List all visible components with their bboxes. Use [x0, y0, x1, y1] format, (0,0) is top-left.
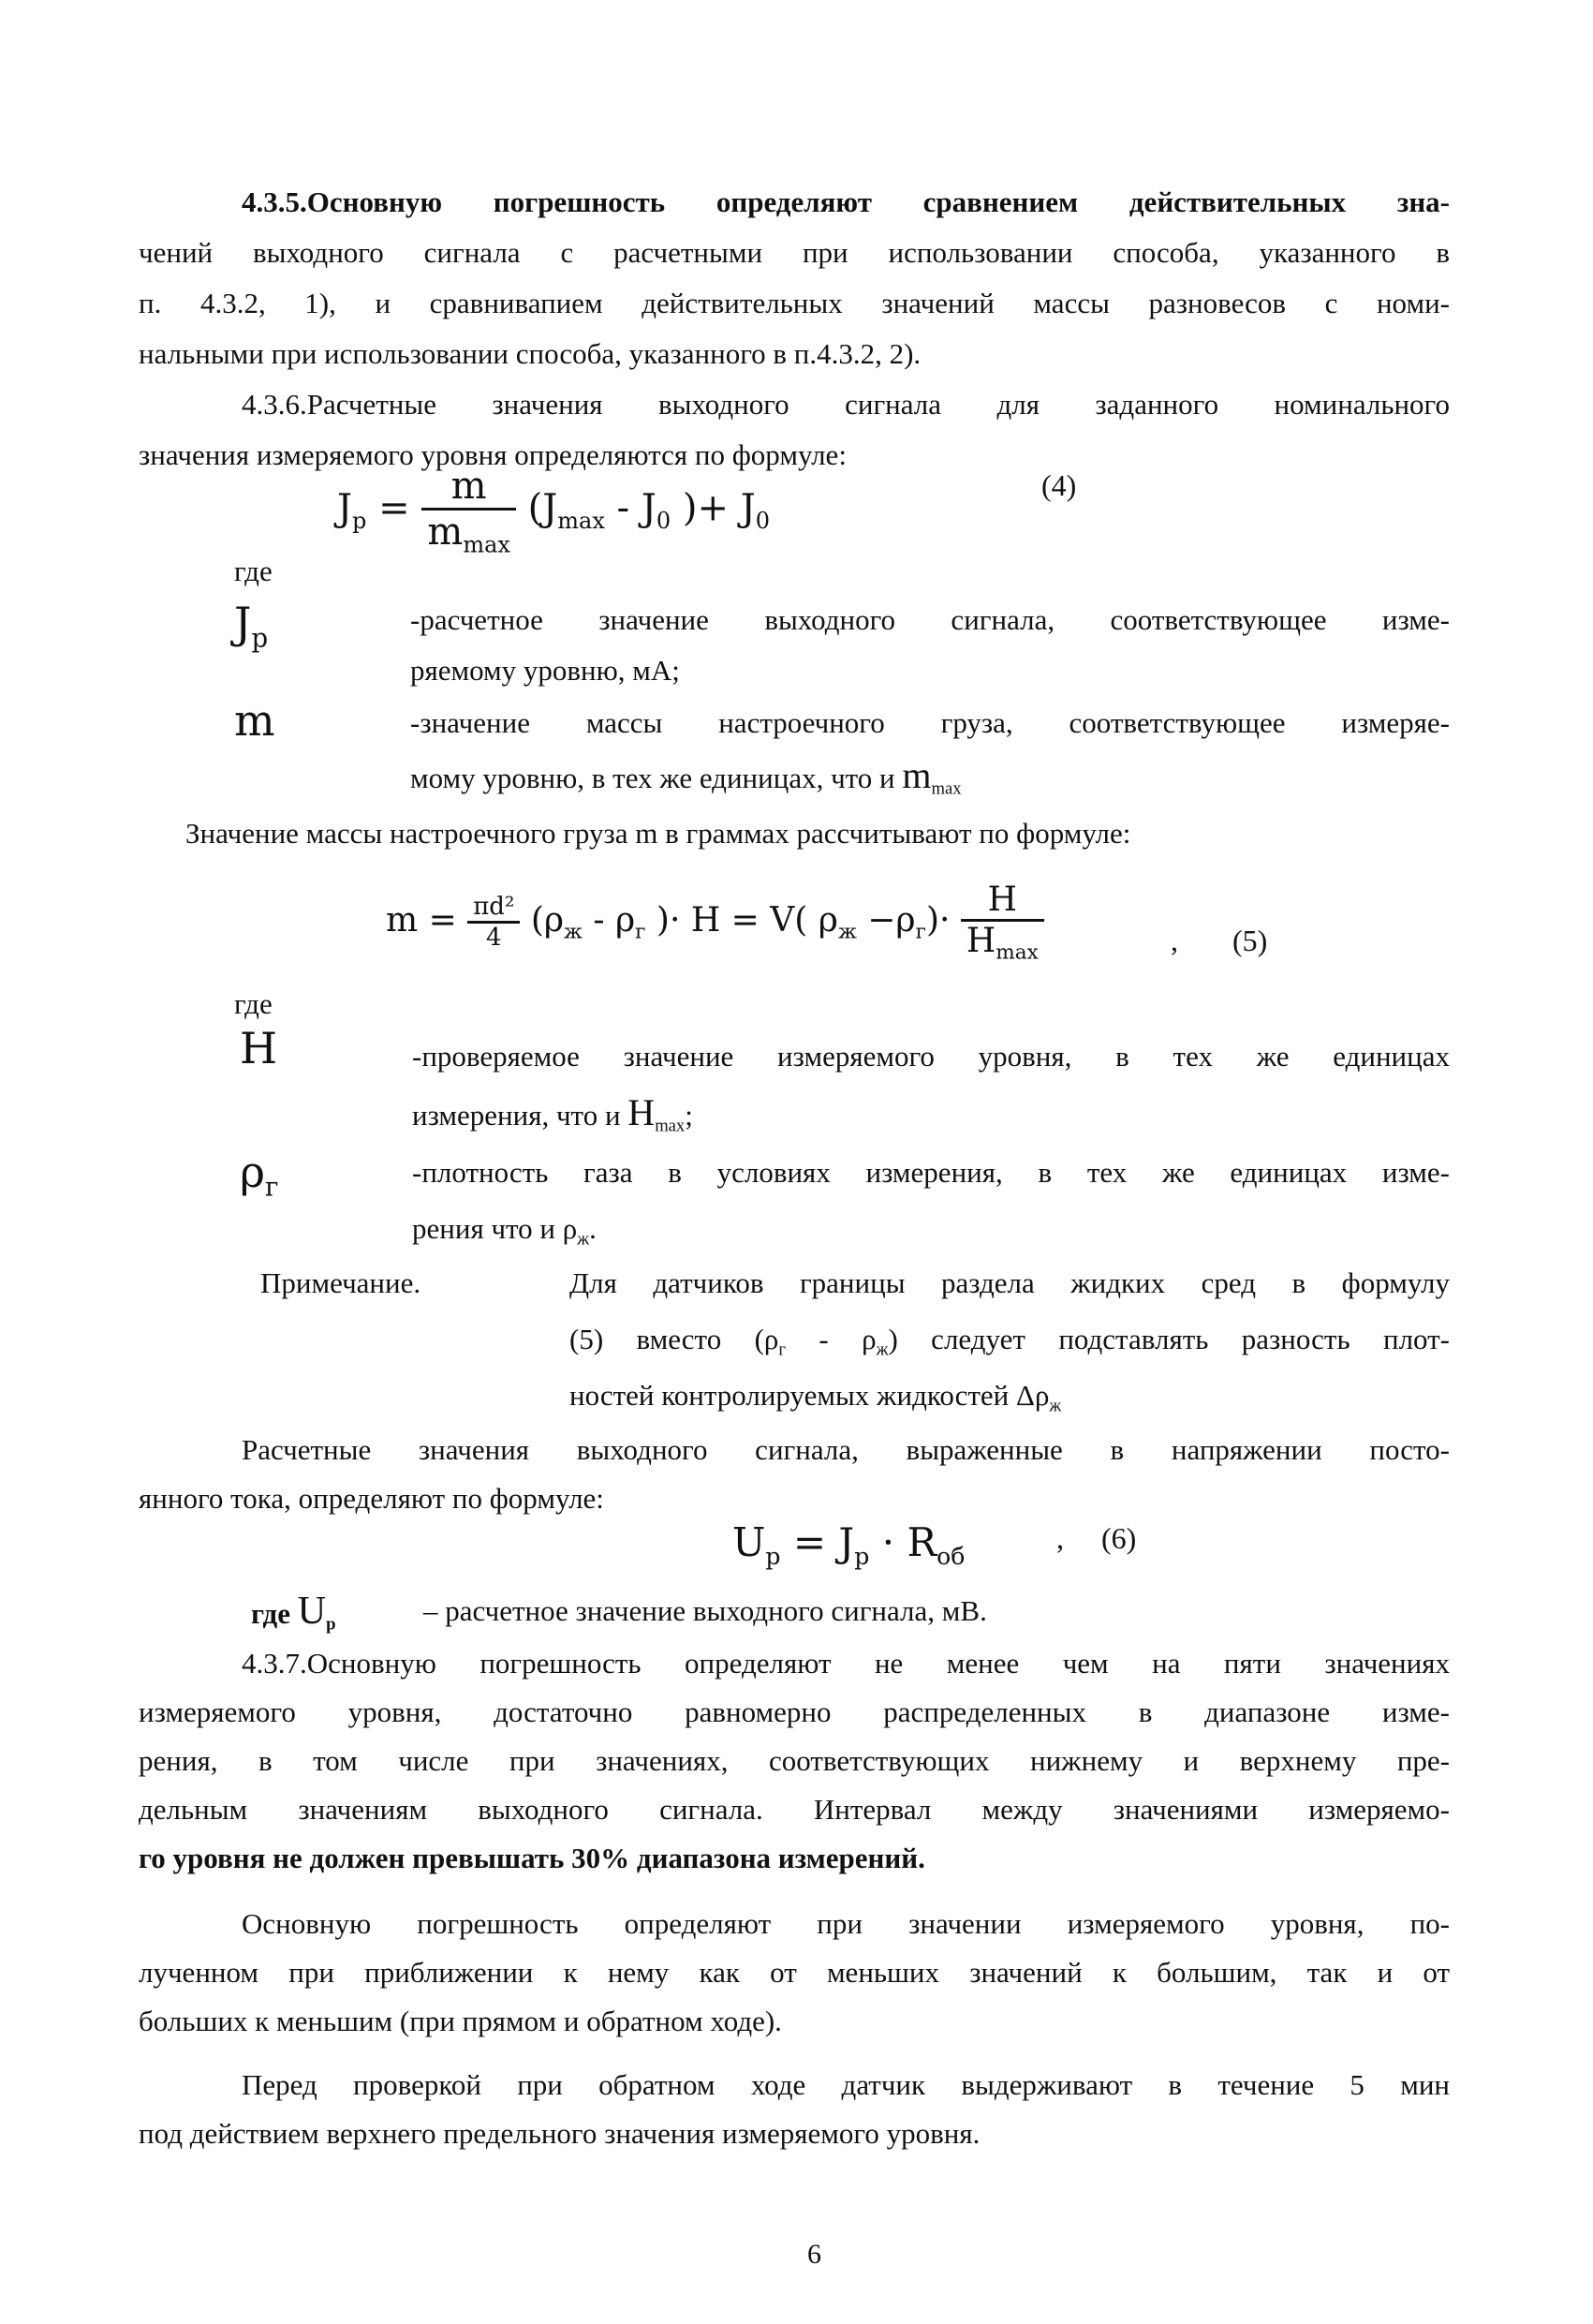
para-435-line-1: 4.3.5.Основную погрешность определяют сравнением действительных зна-: [242, 185, 1450, 218]
formula-5-comma: ,: [1171, 924, 1178, 957]
para-437-line-4: дельным значениям выходного сигнала. Интервал между значениями измеряемо-: [139, 1793, 1450, 1826]
def-m-line-2: мому уровню, в тех же единицах, что и $m_{max}$: [410, 754, 962, 799]
para-435-line-3: п. 4.3.2, 1), и сравнивапием действительных значений массы разновесов с номи-: [139, 287, 1450, 319]
para-main-line-1: Основную погрешность определяют при значении измеряемого уровня, по-: [242, 1907, 1450, 1940]
para-voltage-line-2: янного тока, определяют по формуле:: [139, 1482, 604, 1515]
para-before-line-2: под действием верхнего предельного значения измеряемого уровня.: [139, 2117, 981, 2150]
formula-4: $J_p$ = $\frac{m}{m_{max}}$ ($J_{max} - J_0$ )+ $J_0$: [337, 465, 771, 558]
para-main-line-3: больших к меньшим (при прямом и обратном ходе).: [139, 2005, 782, 2037]
para-before-line-1: Перед проверкой при обратном ходе датчик выдерживают в течение 5 мин: [242, 2068, 1450, 2101]
def-jp-line-1: -расчетное значение выходного сигнала, соответствующее изме-: [410, 603, 1450, 636]
page-number: 6: [807, 2239, 821, 2270]
note-label: Примечание.: [260, 1266, 421, 1299]
symbol-h: H: [240, 1023, 278, 1073]
para-437-line-3: рения, в том числе при значениях, соответствующих нижнему и верхнему пре-: [139, 1744, 1450, 1777]
note-line-2: (5) вместо $(\rho_г - \rho_ж)$ следует подставлять разность плот-: [569, 1323, 1451, 1360]
def-h-line-1: -проверяемое значение измеряемого уровня, в тех же единицах: [412, 1040, 1450, 1073]
where-label-2: где: [234, 987, 273, 1020]
def-rho-line-2: рения что и $\rho_ж$.: [412, 1212, 597, 1250]
para-437-line-1: 4.3.7.Основную погрешность определяют не менее чем на пяти значениях: [242, 1647, 1450, 1680]
formula-6-number: (6): [1101, 1521, 1137, 1555]
symbol-rho-g: $\rho_г$: [240, 1147, 279, 1203]
para-436-line-2: значения измеряемого уровня определяются по формуле:: [139, 438, 847, 471]
def-rho-line-1: -плотность газа в условиях измерения, в тех же единицах изме-: [412, 1156, 1450, 1189]
symbol-jp: $J_p$: [234, 598, 269, 654]
def-m-line-1: -значение массы настроечного груза, соответствующее измеряе-: [410, 706, 1450, 739]
formula-6-comma: ,: [1056, 1521, 1064, 1555]
formula-5: m = $\frac{\text{πd²}}{4}$ ($\rho_ж - \rho_г$ )· H = V( $\rho_ж -\rho_г)\cdot$ $\frac{H}{H_{max}}$: [386, 881, 1044, 965]
para-435-line-2: чений выходного сигнала с расчетными при использовании способа, указанного в: [139, 236, 1450, 269]
para-436-line-1: 4.3.6.Расчетные значения выходного сигнала для заданного номинального: [242, 388, 1450, 421]
def-jp-line-2: ряемому уровню, мА;: [410, 654, 680, 687]
formula-4-number: (4): [1041, 468, 1077, 502]
symbol-m: m: [234, 695, 275, 746]
def-up-text: – расчетное значение выходного сигнала, мВ.: [423, 1594, 987, 1627]
para-435-line-4: нальными при использовании способа, указанного в п.4.3.2, 2).: [139, 337, 922, 370]
mass-formula-intro: Значение массы настроечного груза m в граммах рассчитывают по формуле:: [185, 817, 1131, 850]
para-main-line-2: лученном при приближении к нему как от меньших значений к большим, так и от: [139, 1956, 1450, 1989]
para-voltage-line-1: Расчетные значения выходного сигнала, выраженные в напряжении посто-: [242, 1433, 1450, 1466]
where-label-1: где: [234, 555, 273, 587]
para-437-line-5: го уровня не должен превышать 30% диапазона измерений.: [139, 1842, 925, 1874]
para-437-line-2: измеряемого уровня, достаточно равномерно распределенных в диапазоне изме-: [139, 1695, 1450, 1728]
def-h-line-2: измерения, что и $H_{max}$;: [412, 1091, 693, 1136]
formula-6: $U_p = J_p \cdot R_{об}$: [732, 1519, 966, 1570]
formula-5-number: (5): [1232, 924, 1268, 957]
def-up-prefix: где $U_p$: [251, 1590, 336, 1635]
note-line-1: Для датчиков границы раздела жидких сред в формулу: [569, 1266, 1450, 1299]
note-line-3: ностей контролируемых жидкостей $\Delta\rho_ж$: [569, 1379, 1062, 1416]
